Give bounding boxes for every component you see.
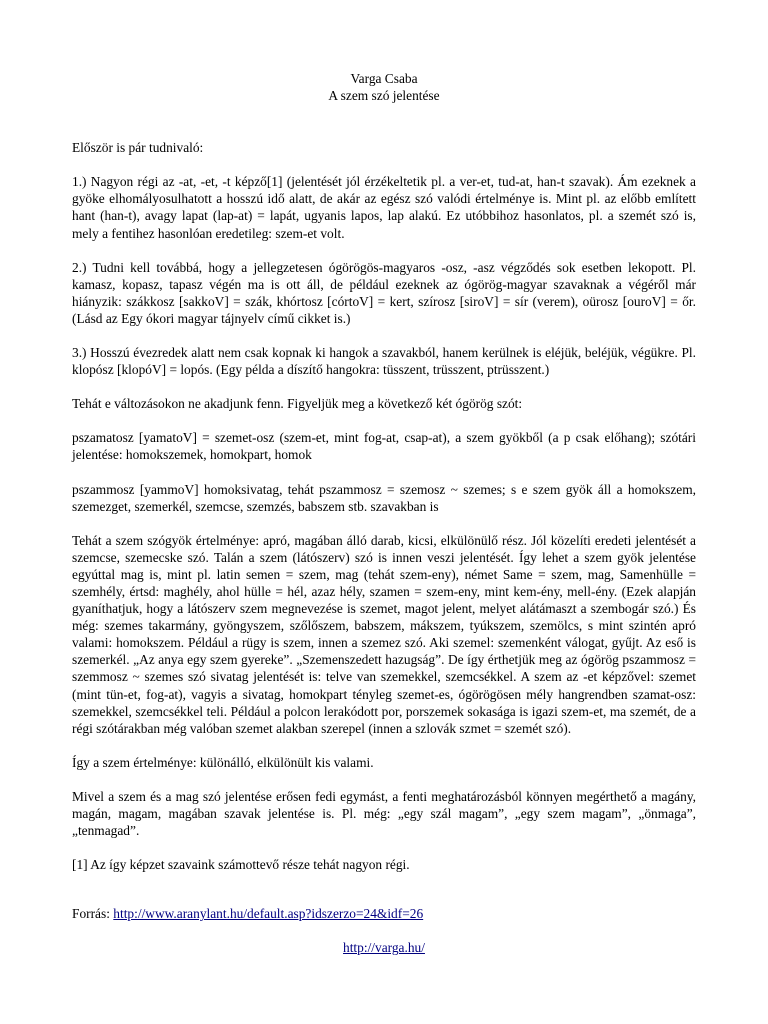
paragraph-1: 1.) Nagyon régi az -at, -et, -t képző[1] (jelentését jól érzékeltetik pl. a ver-et, tud-at, han-t szavak). Ám ezeknek a gyöke elhomályosulhatott a hosszú idő alatt, de akár az egész szó valódi értelménye is. Mint pl. az előbb említett hant (han-t), avagy lapat (lap-at) = lapát, ugyanis lapos, lap alakú. Ez utóbbihoz hasonlatos, pl. a szemét szó is, mely a fentihez hasonlóan eredetileg: szem-et volt. (72, 174, 696, 241)
author-name: Varga Csaba (350, 71, 418, 86)
paragraph-5: pszamatosz [yamatoV] = szemet-osz (szem-et, mint fog-at, csap-at), a szem gyökből (a p csak előhang); szótári jelentése: homokszemek, homokpart, homok (72, 430, 696, 463)
paragraph-8: Így a szem értelménye: különálló, elkülönült kis valami. (72, 754, 374, 770)
source-link[interactable]: http://www.aranylant.hu/default.asp?idszerzo=24&idf=26 (113, 906, 424, 922)
paragraph-4: Tehát e változásokon ne akadjunk fenn. Figyeljük meg a következő két ógörög szót: (72, 396, 523, 412)
footer-link[interactable]: http://varga.hu/ (343, 940, 425, 956)
footer (72, 939, 696, 956)
source-label: Forrás: (72, 906, 114, 922)
paragraph-7: Tehát a szem szógyök értelménye: apró, magában álló darab, kicsi, elkülönülő rész. Jól közelíti eredeti jelentését a szemcse, szemecske szó. Talán a szem (látószerv) szó is innen veszi jelentését. Így lehet a szem gyök jelentése egyúttal mag is, mint pl. latin semen = szem, mag (tehát szem-eny), német Same = szem, mag, Samenhülle = szemhély, értsd: maghély, ahol hülle = hél, azaz hély, szamen = szem-eny, mint kem-ény, mell-ény. (Ezek alapján gyaníthatjuk, hogy a látószerv szem megnevezése is szemet, magot jelent, melyet alátámaszt a szembogár szó.) És még: szemes takarmány, gyöngyszem, szőlőszem, babszem, mákszem, tyúkszem, szemölcs, s mint szintén apró valami: homokszem. Például a rügy is szem, innen a szemez szó. Aki szemel: szemenként válogat, gyűjt. Az eső is szemerkél. „Az anya egy szem gyereke”. „Szemenszedett hazugság”. De így érthetjük meg az ógörög pszammosz = szemmosz ~ szemes szó sivatag jelentését is: telve van szemekkel, szemcsékkel. A szem az -et képzővel: szemet (mint tün-et, fog-at), vagyis a sivatag, homokpart tényleg szemet-es, ógörögösen mély hangrendben szamat-osz: szemekkel, szemcsékkel teli. Például a polcon lerakódott por, porszemek sokasága is igazi szem-et, ma szemét, de a régi szótárakban még valóban szemet alakban szerepel (innen a szlovák szmet = szemét szó). (72, 532, 696, 736)
document-title: A szem szó jelentése (328, 88, 440, 104)
paragraph-6: pszammosz [yammoV] homoksivatag, tehát pszammosz = szemosz ~ szemes; s e szem gyök áll a homokszem, szemezget, szemerkél, szemcse, szemzés, babszem stb. szavakban is (72, 481, 696, 514)
source-line (72, 905, 696, 922)
footnote: [1] Az így képzet szavaink számottevő része tehát nagyon régi. (72, 857, 410, 873)
paragraph-2: 2.) Tudni kell továbbá, hogy a jellegzetesen ógörögös-magyaros -osz, -asz végződés sok esetben lekopott. Pl. kamasz, kopasz, tapasz végén ma is ott áll, de például ezeknek az ógörög-magyar szavaknak a végéről már hiányzik: szákkosz [sakkoV] = szák, khórtosz [córtoV] = kert, szírosz [siroV] = sír (verem), oürosz [ouroV] = őr. (Lásd az Egy ókori magyar tájnyelv című cikket is.) (72, 259, 696, 326)
paragraph-9: Mivel a szem és a mag szó jelentése erősen fedi egymást, a fenti meghatározásból könnyen megérthető a magány, magán, magam, magában szavak jelentése is. Pl. még: „egy szál magam”, „egy szem magam”, „önmaga”, „tenmagad”. (72, 788, 696, 839)
paragraph-3: 3.) Hosszú évezredek alatt nem csak kopnak ki hangok a szavakból, hanem kerülnek is eléjük, beléjük, végükre. Pl. klopósz [klopóV] = lopós. (Egy példa a díszítő hangokra: tüsszent, trüsszent, ptrüsszent.) (72, 345, 696, 378)
intro-text: Először is pár tudnivaló: (72, 140, 204, 156)
document-header (72, 70, 696, 104)
